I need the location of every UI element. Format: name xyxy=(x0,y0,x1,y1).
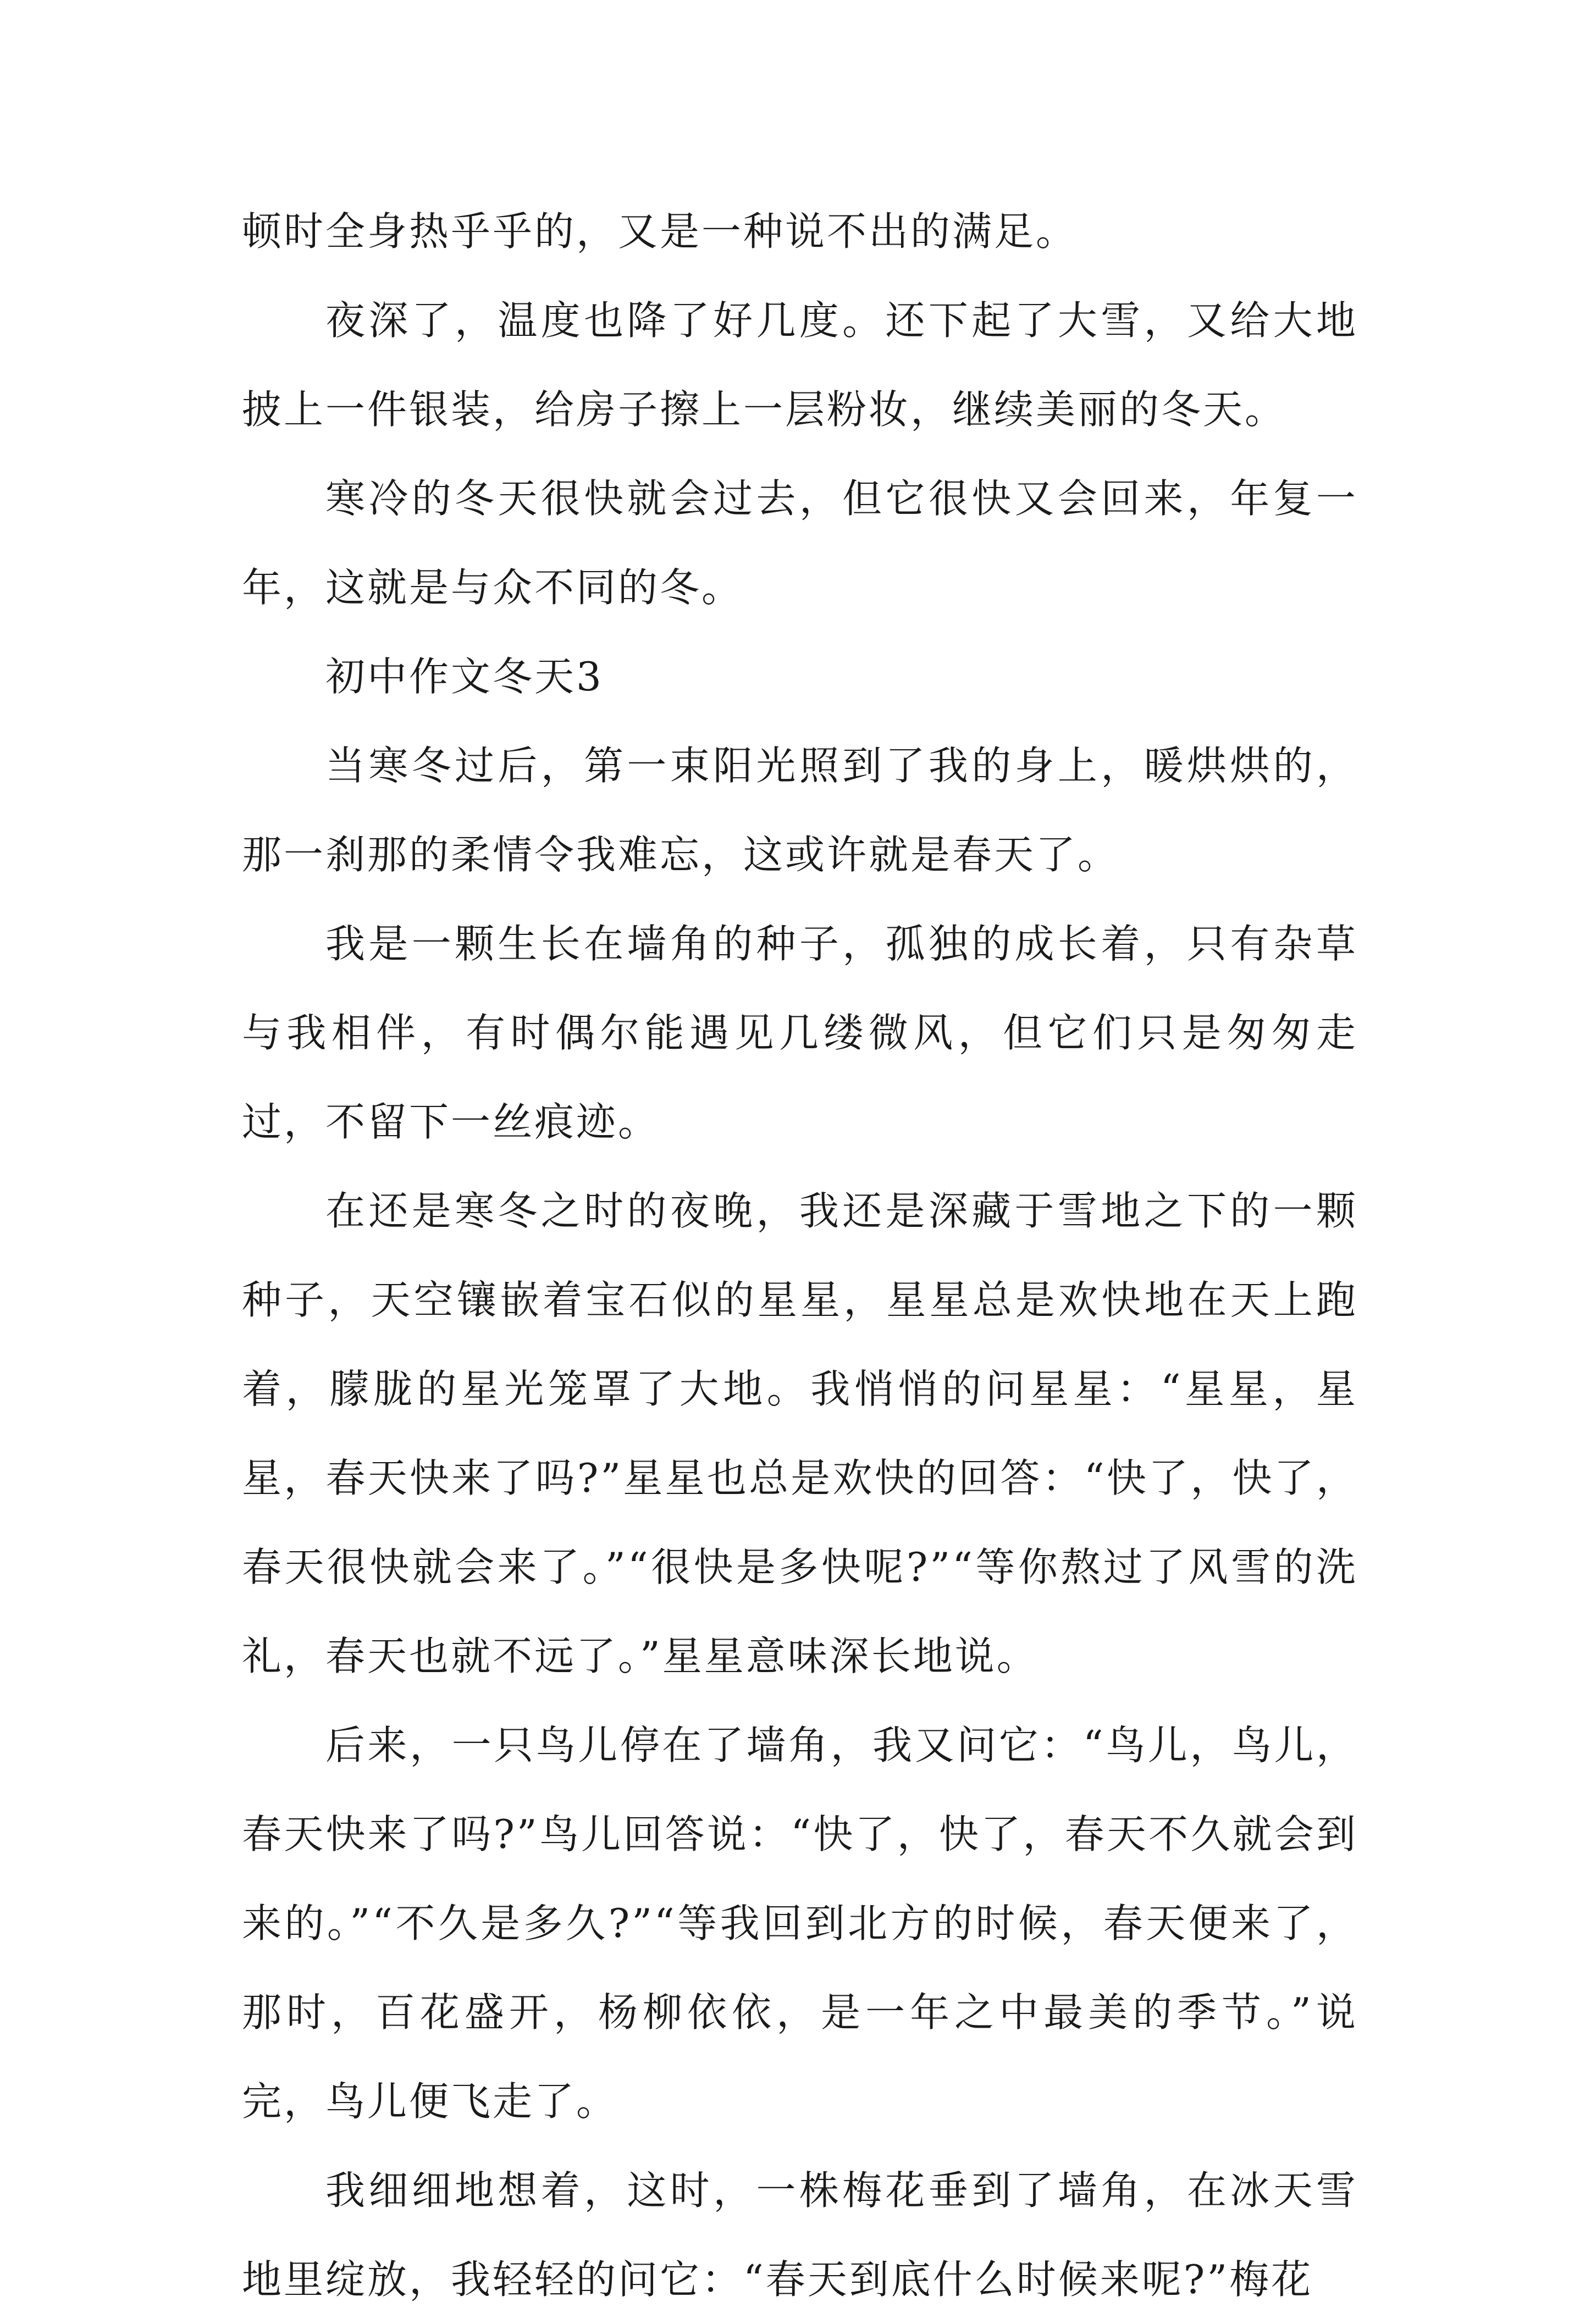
section-heading: 初中作文冬天3 xyxy=(325,654,604,700)
paragraph-continuation: 顿时全身热乎乎的，又是一种说不出的满足。 xyxy=(242,208,1078,254)
essay-body xyxy=(242,187,1358,2324)
paragraph: 后来，一只鸟儿停在了墙角，我又问它：“鸟儿，鸟儿，春天快来了吗?”鸟儿回答说：“快了，快了，春天不久就会到来的。”“不久是多久?”“等我回到北方的时候，春天便来了，那时，百花盛开，杨柳依依，是一年之中最美的季节。”说完，鸟儿便飞走了。 xyxy=(242,1722,1358,2124)
paragraph: 在还是寒冬之时的夜晚，我还是深藏于雪地之下的一颗种子，天空镶嵌着宝石似的星星，星星总是欢快地在天上跑着，朦胧的星光笼罩了大地。我悄悄的问星星：“星星，星星，春天快来了吗?”星星也总是欢快的回答：“快了，快了，春天很快就会来了。”“很快是多快呢?”“等你熬过了风雪的洗礼，春天也就不远了。”星星意味深长地说。 xyxy=(242,1188,1358,1679)
paragraph: 寒冷的冬天很快就会过去，但它很快又会回来，年复一年，这就是与众不同的冬。 xyxy=(242,475,1358,611)
paragraph-truncated: 我细细地想着，这时，一株梅花垂到了墙角，在冰天雪地里绽放，我轻轻的问它：“春天到底什么时候来呢?”梅花 xyxy=(242,2167,1358,2303)
paragraph: 我是一颗生长在墙角的种子，孤独的成长着，只有杂草与我相伴，有时偶尔能遇见几缕微风，但它们只是匆匆走过，不留下一丝痕迹。 xyxy=(242,921,1358,1145)
paragraph: 夜深了，温度也降了好几度。还下起了大雪，又给大地披上一件银装，给房子擦上一层粉妆，继续美丽的冬天。 xyxy=(242,297,1358,433)
paragraph: 当寒冬过后，第一束阳光照到了我的身上，暖烘烘的，那一刹那的柔情令我难忘，这或许就是春天了。 xyxy=(242,743,1358,878)
